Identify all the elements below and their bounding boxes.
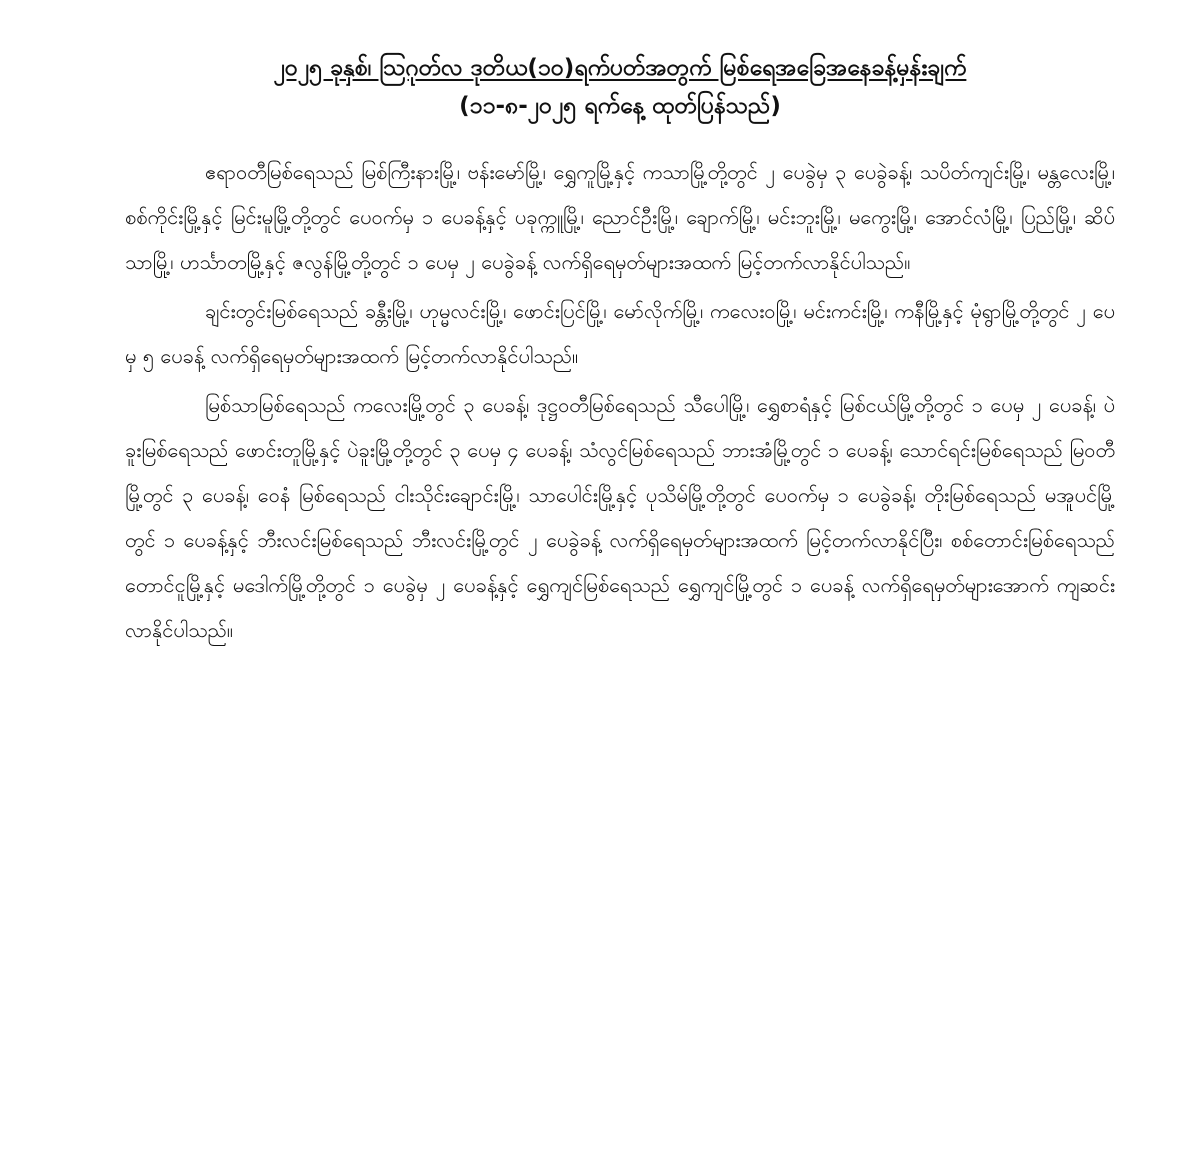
document-title: ၂၀၂၅ ခုနှစ်၊ ဩဂုတ်လ ဒုတိယ(၁၀)ရက်ပတ်အတွက် မြစ်ရေအခြေအနေခန့်မှန်းချက် (273, 55, 967, 81)
paragraph-chindwin: ချင်းတွင်းမြစ်ရေသည် ခန္တီးမြို့၊ ဟုမ္မလင်းမြို့၊ ဖောင်းပြင်မြို့၊ မော်လိုက်မြို့၊ ကလေးဝမြို့၊ မင်းကင်းမြို့၊ ကနီမြို့နှင့် မုံရွာမြို့တို့တွင် ၂ ပေမှ ၅ ပေခန့် လက်ရှိရေမှတ်များအထက် မြင့်တက်လာနိုင်ပါသည်။ (125, 299, 1115, 368)
paragraph-irrawaddy: ဧရာဝတီမြစ်ရေသည် မြစ်ကြီးနားမြို့၊ ဗန်းမော်မြို့၊ ရွှေကူမြို့နှင့် ကသာမြို့တို့တွင် ၂ ပေခွဲမှ ၃ ပေခွဲခန့်၊ သပိတ်ကျင်းမြို့၊ မန္တလေးမြို့၊ စစ်ကိုင်းမြို့နှင့် မြင်းမူမြို့တို့တွင် ပေဝက်မှ ၁ ပေခန့်နှင့် ပခုက္ကူမြို့၊ ညောင်ဦးမြို့၊ ချောက်မြို့၊ မင်းဘူးမြို့၊ မကွေးမြို့၊ အောင်လံမြို့၊ ပြည်မြို့၊ ဆိပ်သာမြို့၊ ဟင်္သာတမြို့နှင့် ဇလွန်မြို့တို့တွင် ၁ ပေမှ ၂ ပေခွဲခန့် လက်ရှိရေမှတ်များအထက် မြင့်တက်လာနိုင်ပါသည်။ (125, 160, 1115, 274)
document-subtitle: (၁၁-၈-၂၀၂၅ ရက်နေ့ ထုတ်ပြန်သည်) (459, 93, 781, 119)
paragraph-other-rivers: မြစ်သာမြစ်ရေသည် ကလေးမြို့တွင် ၃ ပေခန့်၊ ဒုဋ္ဌဝတီမြစ်ရေသည် သီပေါမြို့၊ ရွှေစာရံနှင့် မြစ်ငယ်မြို့တို့တွင် ၁ ပေမှ ၂ ပေခန့်၊ ပဲခူးမြစ်ရေသည် ဖောင်းတူမြို့နှင့် ပဲခူးမြို့တို့တွင် ၃ ပေမှ ၄ ပေခန့်၊ သံလွင်မြစ်ရေသည် ဘားအံမြို့တွင် ၁ ပေခန့်၊ သောင်ရင်းမြစ်ရေသည် မြဝတီမြို့တွင် ၃ ပေခန့်၊ ဝေနံ မြစ်ရေသည် ငါးသိုင်းချောင်းမြို့၊ သာပေါင်းမြို့နှင့် ပုသိမ်မြို့တို့တွင် ပေဝက်မှ ၁ ပေခွဲခန့်၊ တိုးမြစ်ရေသည် မအူပင်မြို့တွင် ၁ ပေခန့်နှင့် ဘီးလင်းမြစ်ရေသည် ဘီးလင်းမြို့တွင် ၂ ပေခွဲခန့် လက်ရှိရေမှတ်များအထက် မြင့်တက်လာနိုင်ပြီး၊ စစ်တောင်းမြစ်ရေသည် တောင်ငူမြို့နှင့် မဒေါက်မြို့တို့တွင် ၁ ပေခွဲမှ ၂ ပေခန့်နှင့် ရွှေကျင်မြစ်ရေသည် ရွှေကျင်မြို့တွင် ၁ ပေခန့် လက်ရှိရေမှတ်များအောက် ကျဆင်းလာနိုင်ပါသည်။ (125, 393, 1115, 642)
document-page (125, 50, 1115, 1110)
